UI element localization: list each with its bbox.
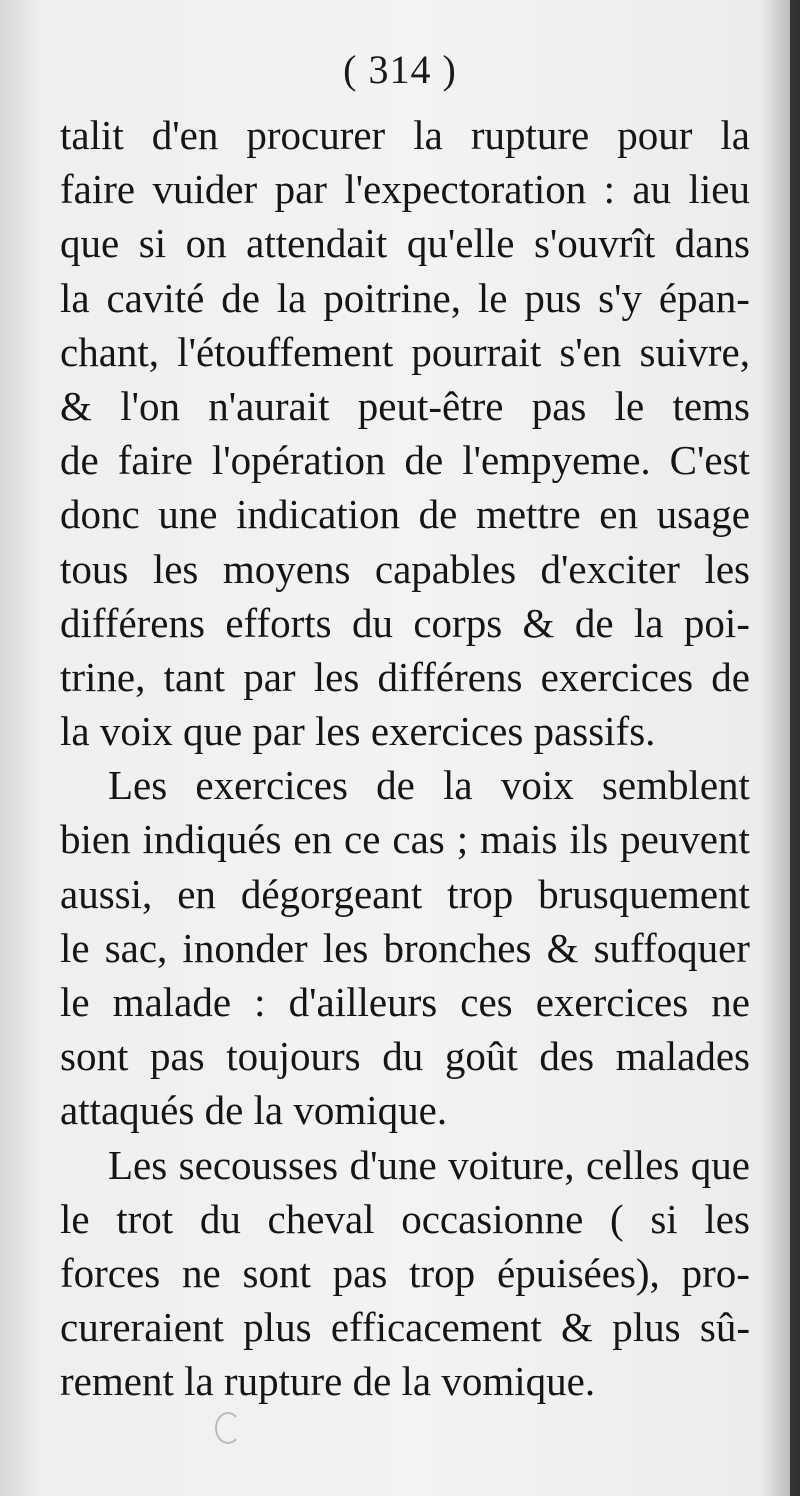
word: suivre,: [639, 328, 750, 375]
word: n'aurait: [208, 382, 330, 429]
word: cureraient: [60, 1304, 224, 1351]
word: différens: [377, 653, 523, 700]
word: on: [185, 220, 227, 267]
word: de: [418, 491, 458, 538]
text-line: [60, 758, 750, 812]
word: des: [539, 1033, 595, 1080]
word: différens: [60, 599, 205, 646]
word: vuider: [152, 166, 258, 213]
word: la: [276, 274, 307, 321]
word: usage: [656, 491, 750, 538]
word: pas: [149, 1033, 205, 1080]
word: le: [60, 1195, 90, 1242]
text-line: rement la rupture de la vomique.: [60, 1358, 596, 1405]
word: cavité: [106, 274, 205, 321]
word: :: [254, 979, 266, 1025]
word: poi-: [683, 599, 750, 646]
word: trop: [447, 870, 514, 917]
word: rupture: [470, 112, 590, 158]
word: trine,: [60, 653, 146, 700]
word: en: [599, 491, 638, 538]
word: celles: [585, 1141, 680, 1188]
word: voix: [500, 762, 574, 809]
word: tous: [60, 545, 129, 592]
word: corps: [413, 599, 503, 646]
word: cheval: [267, 1195, 375, 1242]
word: voiture,: [448, 1141, 575, 1188]
word: plus: [612, 1304, 681, 1351]
word: la: [720, 112, 750, 158]
word: que: [690, 1141, 750, 1188]
word: moyens: [222, 545, 351, 592]
word: malade: [112, 979, 232, 1025]
word: la: [60, 274, 90, 321]
word: talit: [60, 112, 124, 158]
word: brusquement: [538, 870, 750, 917]
word: le: [614, 382, 645, 429]
word: trop: [409, 1249, 476, 1296]
word: plus: [243, 1304, 312, 1351]
word: peut-être: [357, 382, 504, 429]
text-line: [60, 216, 750, 270]
word: forces: [60, 1249, 161, 1296]
word: suffoquer: [593, 924, 750, 971]
word: de: [404, 437, 444, 484]
word: par: [243, 653, 296, 700]
text-line: [60, 975, 750, 1029]
word: attendait: [246, 220, 388, 267]
word: si: [650, 1195, 678, 1242]
word: mettre: [475, 491, 581, 538]
word: s'ouvrît: [533, 220, 656, 267]
word: mais: [480, 816, 558, 863]
word: d'une: [349, 1141, 437, 1188]
word: efficacement: [330, 1304, 542, 1351]
word: faire: [60, 166, 136, 213]
word: &: [522, 599, 555, 646]
word: goût: [444, 1033, 518, 1080]
word: l'expectoration: [344, 166, 587, 213]
word: les: [322, 924, 369, 971]
word: de: [711, 653, 750, 700]
word: les: [704, 545, 750, 592]
ink-smudge: [215, 1412, 241, 1444]
word: chant,: [60, 328, 160, 375]
word: secousses: [178, 1141, 339, 1188]
word: poitrine,: [323, 274, 461, 321]
word: peuvent: [620, 816, 750, 863]
word: ils: [569, 816, 609, 863]
word: la: [633, 599, 664, 646]
word: épan-: [658, 274, 750, 321]
word: s'en: [559, 328, 622, 375]
word: exercices: [195, 762, 348, 809]
word: du: [351, 599, 393, 646]
word: pus: [524, 274, 582, 321]
word: l'on: [120, 382, 180, 429]
word: de: [221, 274, 260, 321]
word: Les: [108, 762, 168, 809]
word: :: [603, 166, 616, 213]
word: ne: [711, 979, 750, 1025]
word: qu'elle: [406, 220, 515, 267]
text-line: [60, 379, 750, 433]
word: C'est: [669, 437, 750, 484]
text-line: [60, 108, 750, 162]
word: indication: [236, 491, 401, 538]
word: de: [60, 437, 99, 484]
word: trot: [116, 1195, 174, 1242]
word: du: [199, 1195, 241, 1242]
text-line: [60, 812, 750, 866]
word: ne: [181, 1249, 221, 1296]
word: lieu: [688, 166, 750, 213]
word: d'ailleurs: [288, 979, 438, 1025]
word: (: [610, 1195, 624, 1242]
word: au: [632, 166, 672, 213]
text-line: [60, 650, 750, 704]
word: l'empyeme.: [462, 437, 651, 484]
word: efforts: [225, 599, 332, 646]
text-line: [60, 1192, 750, 1246]
word: la: [413, 112, 443, 158]
text-line: [60, 1029, 750, 1083]
word: en: [293, 816, 333, 863]
text-line: [60, 542, 750, 596]
word: exercices: [535, 979, 689, 1025]
word: pas: [531, 382, 587, 429]
word: semblent: [601, 762, 750, 809]
word: sont: [242, 1249, 311, 1296]
word: pourrait: [411, 328, 542, 375]
word: de: [574, 599, 614, 646]
text-line: [60, 325, 750, 379]
word: les: [152, 545, 199, 592]
word: bronches: [383, 924, 532, 971]
text-line: attaqués de la vomique.: [60, 1087, 448, 1134]
word: procurer: [246, 112, 386, 158]
text-line: [60, 271, 750, 325]
word: sû-: [699, 1304, 750, 1351]
word: les: [704, 1195, 750, 1242]
text-line: [60, 1138, 750, 1192]
word: si: [138, 220, 167, 267]
word: bien: [60, 816, 131, 863]
word: Les: [108, 1141, 168, 1188]
word: de: [376, 762, 415, 809]
word: &: [546, 924, 579, 971]
text-line: [60, 487, 750, 541]
word: malades: [615, 1033, 750, 1080]
word: tems: [672, 382, 750, 429]
word: le: [60, 924, 90, 971]
word: cas: [392, 816, 445, 863]
word: inonder: [182, 924, 308, 971]
word: toujours: [226, 1033, 361, 1080]
word: épuisées),: [497, 1249, 660, 1296]
word: pas: [332, 1249, 388, 1296]
word: ;: [456, 816, 469, 863]
word: du: [382, 1033, 424, 1080]
text-line: [60, 1246, 750, 1300]
word: les: [313, 653, 360, 700]
word: dégorgeant: [240, 870, 423, 917]
text-line: [60, 1300, 750, 1354]
text-line: [60, 162, 750, 216]
word: ce: [344, 816, 381, 863]
word: sont: [60, 1033, 129, 1080]
word: le: [60, 979, 90, 1025]
word: en: [177, 870, 216, 917]
word: aussi,: [60, 870, 153, 917]
word: par: [274, 166, 327, 213]
word: l'étouffement: [177, 328, 394, 375]
word: exercices: [540, 653, 694, 700]
word: &: [561, 1304, 593, 1351]
text-line: [60, 867, 750, 921]
word: dans: [674, 220, 750, 267]
word: d'exciter: [540, 545, 680, 592]
word: la: [443, 762, 473, 809]
text-line: [60, 596, 750, 650]
word: indiqués: [142, 816, 282, 863]
word: occasionne: [401, 1195, 584, 1242]
word: capables: [374, 545, 517, 592]
word: ces: [460, 979, 513, 1025]
word: tant: [163, 653, 226, 700]
word: que: [60, 220, 120, 267]
word: une: [158, 491, 218, 538]
word: d'en: [151, 112, 219, 158]
word: donc: [60, 491, 140, 538]
body-text: [60, 108, 750, 1409]
word: l'opération: [211, 437, 386, 484]
word: pro-: [681, 1249, 750, 1296]
word: sac,: [104, 924, 168, 971]
word: faire: [117, 437, 193, 484]
text-line: la voix que par les exercices passifs.: [60, 708, 656, 755]
word: s'y: [598, 274, 642, 321]
page-number: ( 314 ): [343, 47, 457, 92]
text-line: [60, 921, 750, 975]
word: le: [477, 274, 508, 321]
word: pour: [617, 112, 693, 158]
text-line: [60, 433, 750, 487]
word: &: [60, 382, 92, 429]
